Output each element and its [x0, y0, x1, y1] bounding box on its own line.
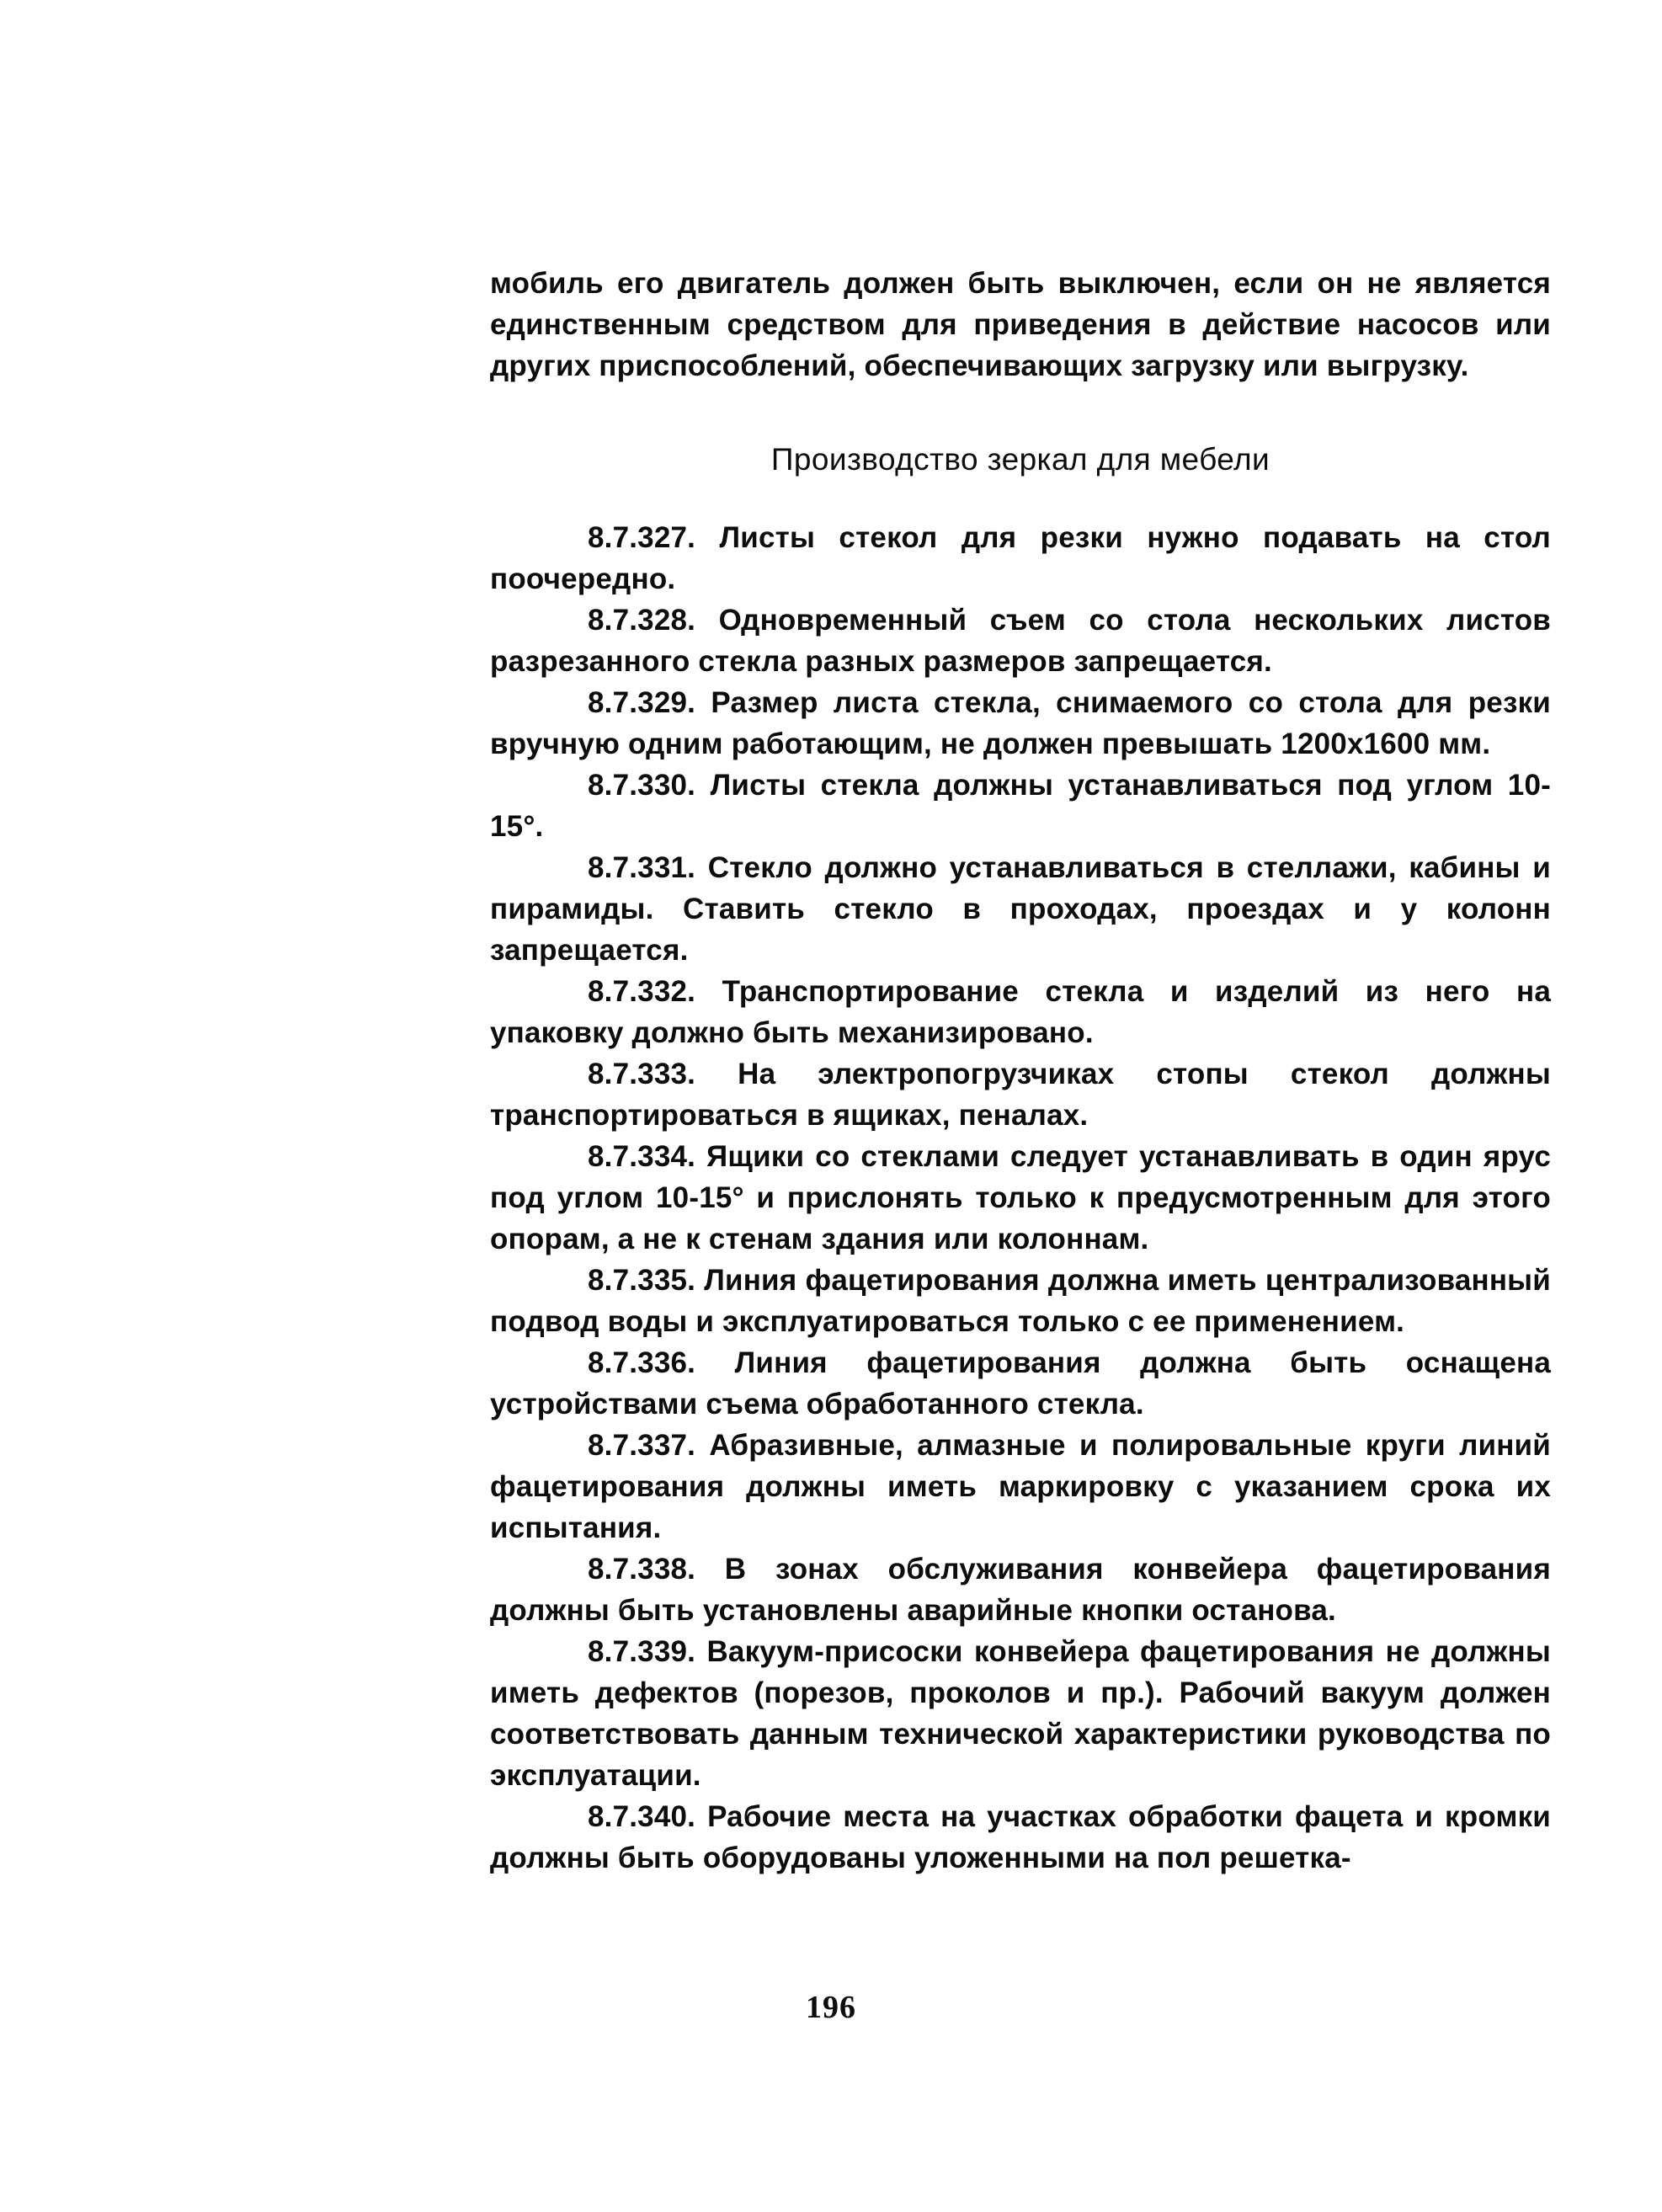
paragraph-8-7-335: 8.7.335. Линия фацетирования должна иметь централизованный подвод воды и эксплуатироваться только с ее применением.: [490, 1264, 1551, 1338]
paragraph-8-7-332: 8.7.332. Транспортирование стекла и изделий из него на упаковку должно быть механизировано.: [490, 975, 1551, 1049]
section-heading: Производство зеркал для мебели: [770, 442, 1270, 477]
paragraph-8-7-338: 8.7.338. В зонах обслуживания конвейера фацетирования должны быть установлены аварийные кнопки останова.: [490, 1553, 1551, 1627]
paragraph-8-7-330: 8.7.330. Листы стекла должны устанавливаться под углом 10-15°.: [490, 769, 1551, 843]
paragraph-8-7-327: 8.7.327. Листы стекол для резки нужно подавать на стол поочередно.: [490, 521, 1551, 595]
paragraph-8-7-331: 8.7.331. Стекло должно устанавливаться в стеллажи, кабины и пирамиды. Ставить стекло в проходах, проездах и у колонн запрещается.: [490, 851, 1551, 967]
paragraph-8-7-334: 8.7.334. Ящики со стеклами следует устанавливать в один ярус под углом 10-15° и прислонять только к предусмотренным для этого опорам, а не к стенам здания или колоннам.: [490, 1140, 1551, 1255]
paragraph-8-7-339: 8.7.339. Вакуум-присоски конвейера фацетирования не должны иметь дефектов (порезов, проколов и пр.). Рабочий вакуум должен соответствовать данным технической характеристики руководства по эксплуатации.: [490, 1635, 1551, 1792]
paragraph-8-7-336: 8.7.336. Линия фацетирования должна быть оснащена устройствами съема обработанного стекла.: [490, 1346, 1551, 1420]
document-body: [490, 263, 1551, 1879]
paragraph-8-7-337: 8.7.337. Абразивные, алмазные и полировальные круги линий фацетирования должны иметь маркировку с указанием срока их испытания.: [490, 1429, 1551, 1544]
paragraph-8-7-333: 8.7.333. На электропогрузчиках стопы стекол должны транспортироваться в ящиках, пеналах.: [490, 1058, 1551, 1132]
paragraph-8-7-329: 8.7.329. Размер листа стекла, снимаемого со стола для резки вручную одним работающим, не должен превышать 1200х1600 мм.: [490, 686, 1551, 760]
intro-paragraph: мобиль его двигатель должен быть выключен, если он не является единственным средством для приведения в действие насосов или других приспособлений, обеспечивающих загрузку или выгрузку.: [490, 267, 1551, 382]
paragraph-8-7-340: 8.7.340. Рабочие места на участках обработки фацета и кромки должны быть оборудованы уложенными на пол решетка-: [490, 1800, 1551, 1874]
page-number: 196: [806, 1990, 856, 2025]
paragraph-8-7-328: 8.7.328. Одновременный съем со стола нескольких листов разрезанного стекла разных размеров запрещается.: [490, 604, 1551, 678]
